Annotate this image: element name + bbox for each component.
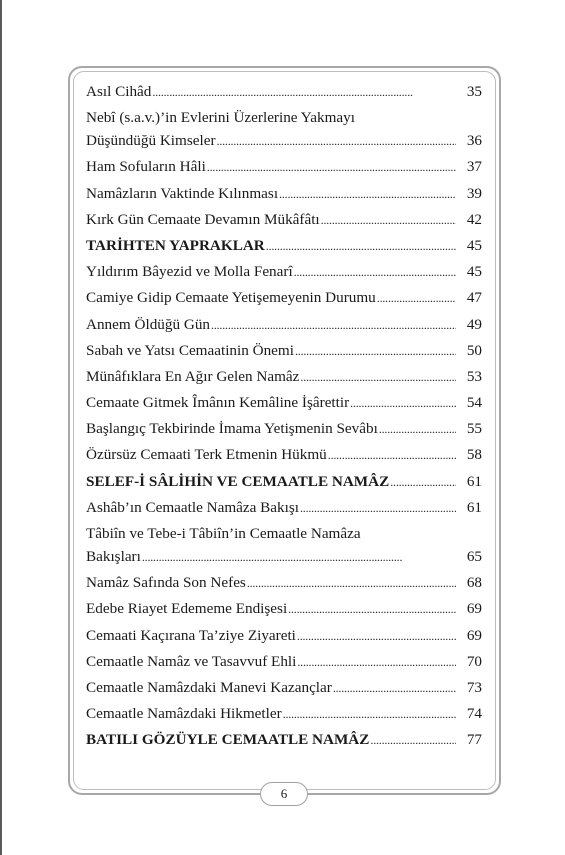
dot-leader	[321, 207, 456, 233]
toc-entry	[86, 364, 482, 390]
toc-entry-page: 77	[466, 731, 482, 749]
toc-entry-title: Edebe Riayet Edememe Endişesi	[86, 600, 288, 618]
toc-entry	[86, 675, 482, 701]
toc-entry-page: 74	[466, 705, 482, 723]
toc-entry-page: 36	[466, 132, 482, 150]
toc-entry-title: Ashâb’ın Cemaatle Namâza Bakışı	[86, 498, 299, 516]
toc-entry-page: 69	[466, 626, 482, 644]
toc-entry-title: Cemaatle Namâz ve Tasavvuf Ehli	[86, 652, 297, 670]
toc-entry-page: 45	[466, 263, 482, 281]
toc-entry-page: 69	[466, 600, 482, 618]
toc-entry	[86, 181, 482, 207]
toc-entry-title: Bakışları	[86, 548, 141, 565]
toc-entry-page: 65	[466, 548, 482, 565]
toc-entry	[86, 623, 482, 649]
dot-leader	[279, 181, 456, 207]
toc-entry-page: 42	[466, 210, 482, 228]
toc-entry	[86, 416, 482, 442]
toc-entry-title: Cemaatle Namâzdaki Hikmetler	[86, 705, 282, 723]
binding-edge	[0, 0, 2, 855]
dot-leader	[297, 623, 456, 649]
toc-section-heading	[86, 233, 482, 259]
toc-entry-page: 39	[466, 184, 482, 202]
dot-leader	[350, 390, 456, 416]
toc-entry-page: 54	[466, 394, 482, 412]
dot-leader	[297, 649, 456, 675]
toc-entry	[86, 154, 482, 180]
dot-leader	[142, 544, 456, 570]
toc-entry	[86, 495, 482, 521]
dot-leader	[390, 469, 456, 495]
toc-entry-page: 68	[466, 574, 482, 592]
toc-entry	[86, 79, 482, 105]
toc-entry	[86, 442, 482, 468]
toc-entry-title: Sabah ve Yatsı Cemaatinin Önemi	[86, 341, 294, 359]
toc-entry	[86, 524, 482, 570]
toc-entry-title: Cemaati Kaçırana Ta’ziye Ziyareti	[86, 626, 296, 644]
dot-leader	[207, 154, 456, 180]
toc-entry	[86, 701, 482, 727]
toc-entry	[86, 312, 482, 338]
toc-entry-page: 70	[466, 652, 482, 670]
toc-entry-page: 58	[466, 446, 482, 464]
toc-entry-page: 35	[466, 83, 482, 100]
toc-entry-title: Kırk Gün Cemaate Devamın Mükâfâtı	[86, 210, 320, 228]
toc-entry-title: Annem Öldüğü Gün	[86, 315, 211, 333]
toc-entry	[86, 390, 482, 416]
toc-entry	[86, 649, 482, 675]
dot-leader	[328, 442, 456, 468]
toc-entry-page: 73	[466, 678, 482, 696]
dot-leader	[152, 79, 456, 105]
dot-leader	[283, 701, 456, 727]
toc-entry-title: Düşündüğü Kimseler	[86, 132, 216, 150]
toc-entry-title: Yıldırım Bâyezid ve Molla Fenarî	[86, 263, 293, 281]
toc-entry-title: Özürsüz Cemaati Terk Etmenin Hükmü	[86, 446, 327, 464]
dot-leader	[211, 312, 456, 338]
toc-entry	[86, 285, 482, 311]
page-number: 6	[260, 782, 308, 806]
toc-entry-page: 53	[466, 367, 482, 385]
toc-entry-page: 37	[466, 158, 482, 176]
toc-entry-title: Münâfıklara En Ağır Gelen Namâz	[86, 367, 300, 385]
dot-leader	[288, 596, 456, 622]
toc-entry	[86, 207, 482, 233]
toc-entry-title: Ham Sofuların Hâli	[86, 158, 206, 176]
toc-entry	[86, 259, 482, 285]
toc-entry-page: 47	[466, 289, 482, 307]
dot-leader	[217, 128, 456, 154]
table-of-contents	[86, 79, 482, 754]
toc-entry-title-line1: Tâbiîn ve Tebe-i Tâbiîn’in Cemaatle Namâza	[86, 525, 361, 542]
toc-entry-page: 50	[466, 341, 482, 359]
toc-entry-title: SELEF-İ SÂLİHİN VE CEMAATLE NAMÂZ	[86, 472, 390, 490]
toc-entry	[86, 338, 482, 364]
dot-leader	[266, 233, 456, 259]
dot-leader	[300, 495, 456, 521]
toc-entry	[86, 570, 482, 596]
toc-entry-page: 49	[466, 315, 482, 333]
toc-entry-page: 61	[466, 498, 482, 516]
dot-leader	[300, 364, 456, 390]
dot-leader	[377, 285, 456, 311]
toc-entry	[86, 596, 482, 622]
toc-entry-title: Cemaatle Namâzdaki Manevi Kazançlar	[86, 678, 332, 696]
toc-entry-page: 55	[466, 420, 482, 438]
toc-entry-page: 45	[466, 236, 482, 254]
toc-entry-title-line1: Nebî (s.a.v.)’in Evlerini Üzerlerine Yakmayı	[86, 109, 355, 127]
toc-entry-title: TARİHTEN YAPRAKLAR	[86, 236, 265, 254]
toc-section-heading	[86, 469, 482, 495]
toc-entry-title: Asıl Cihâd	[86, 83, 152, 100]
toc-entry-title: BATILI GÖZÜYLE CEMAATLE NAMÂZ	[86, 731, 370, 749]
dot-leader	[247, 570, 456, 596]
toc-entry-title: Başlangıç Tekbirinde İmama Yetişmenin Sevâbı	[86, 420, 378, 438]
dot-leader	[370, 727, 456, 753]
toc-entry-title: Namâzların Vaktinde Kılınması	[86, 184, 279, 202]
dot-leader	[379, 416, 456, 442]
dot-leader	[294, 259, 456, 285]
toc-entry-page: 61	[466, 472, 482, 490]
toc-entry-title: Cemaate Gitmek Îmânın Kemâline İşârettir	[86, 394, 350, 412]
dot-leader	[333, 675, 456, 701]
toc-section-heading	[86, 727, 482, 753]
toc-entry-title: Namâz Safında Son Nefes	[86, 574, 246, 592]
toc-entry-title: Camiye Gidip Cemaate Yetişemeyenin Durumu	[86, 289, 376, 307]
toc-entry	[86, 108, 482, 154]
dot-leader	[295, 338, 456, 364]
